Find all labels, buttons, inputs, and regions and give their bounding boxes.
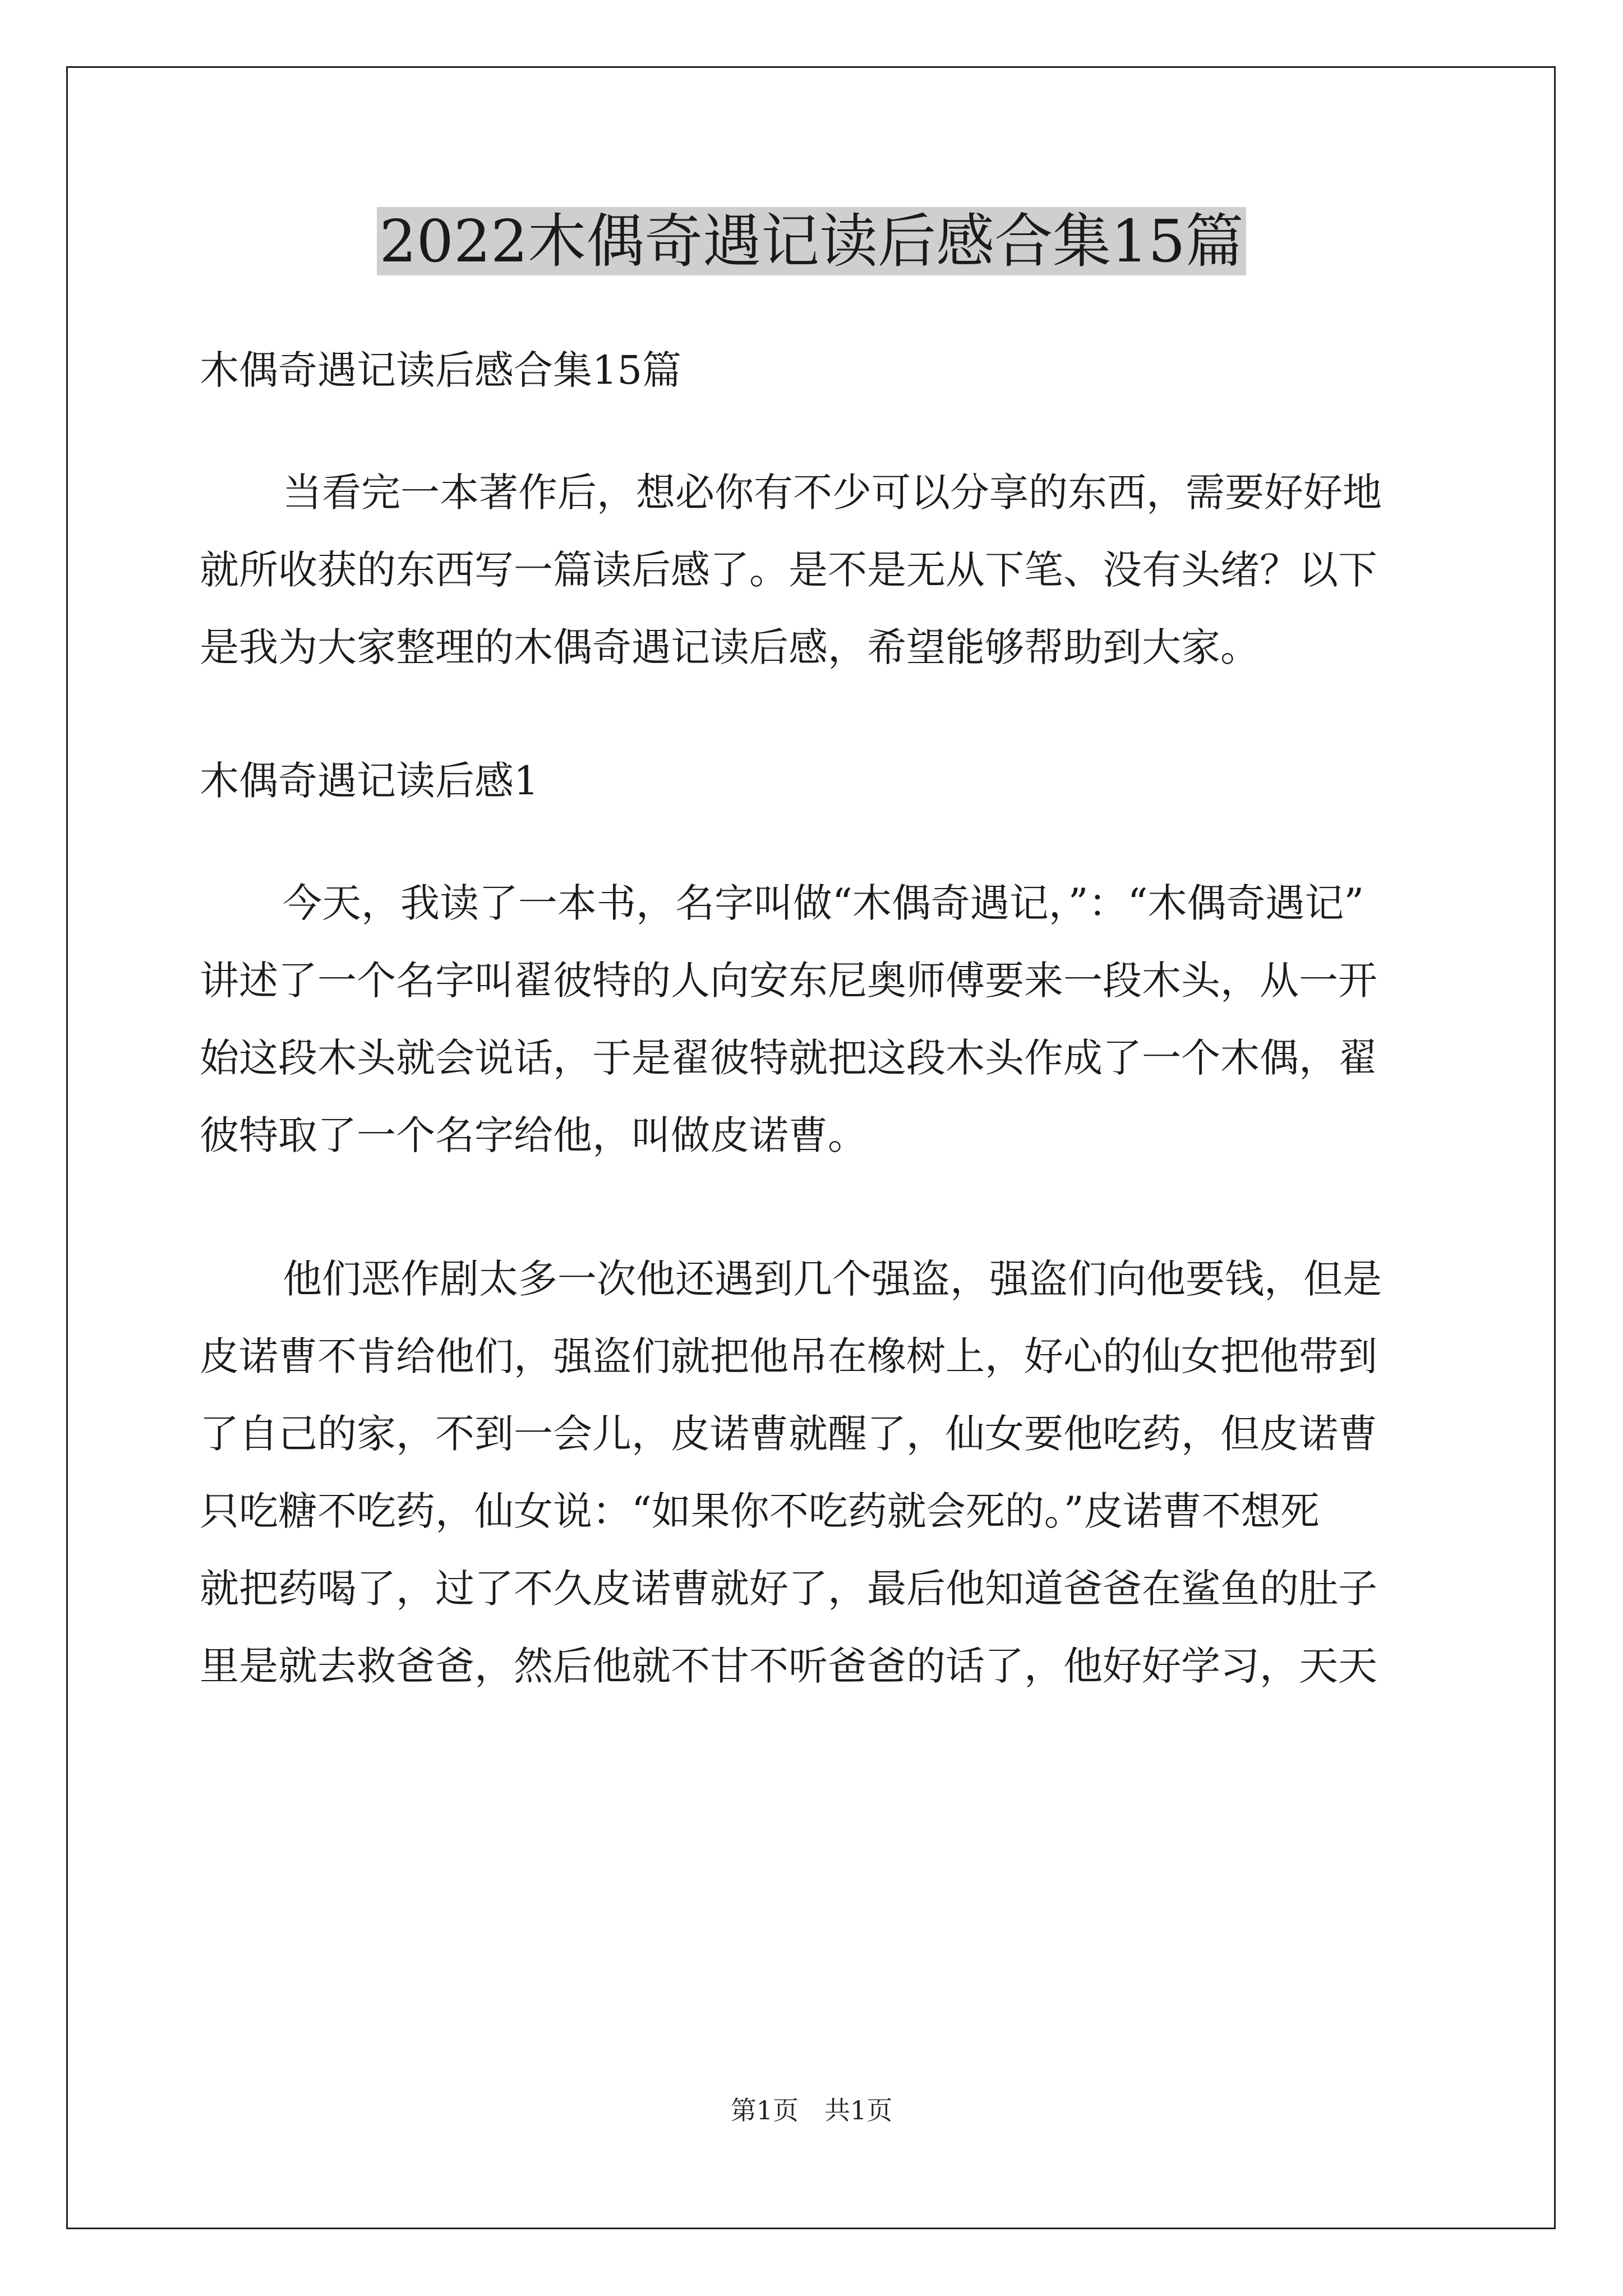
intro-paragraph bbox=[200, 443, 1433, 697]
page-footer: 第1页 共1页 bbox=[730, 2095, 893, 2125]
paragraph-line: 了自己的家，不到一会儿，皮诺曹就醒了，仙女要他吃药，但皮诺曹 bbox=[200, 1411, 1377, 1457]
paragraph-line: 里是就去救爸爸，然后他就不甘不听爸爸的话了，他好好学习，天天 bbox=[200, 1643, 1377, 1689]
intro-line: 当看完一本著作后，想必你有不少可以分享的东西，需要好好地 bbox=[283, 470, 1382, 516]
body-paragraph-2 bbox=[200, 1230, 1433, 1715]
paragraph-line: 就把药喝了，过了不久皮诺曹就好了，最后他知道爸爸在鲨鱼的肚子 bbox=[200, 1566, 1377, 1612]
paragraph-line: 今天，我读了一本书，名字叫做“木偶奇遇记，”：“木偶奇遇记” bbox=[283, 880, 1364, 926]
document-body bbox=[200, 342, 1433, 1760]
document-title bbox=[0, 202, 1623, 280]
document-title-text: 2022木偶奇遇记读后感合集15篇 bbox=[377, 207, 1246, 275]
paragraph-line: 彼特取了一个名字给他，叫做皮诺曹。 bbox=[200, 1112, 867, 1158]
paragraph-line: 他们恶作剧太多一次他还遇到几个强盗，强盗们向他要钱，但是 bbox=[283, 1256, 1382, 1302]
intro-line: 是我为大家整理的木偶奇遇记读后感，希望能够帮助到大家。 bbox=[200, 624, 1260, 670]
paragraph-line: 讲述了一个名字叫翟彼特的人向安东尼奥师傅要来一段木头，从一开 bbox=[200, 958, 1377, 1004]
document-subtitle: 木偶奇遇记读后感合集15篇 bbox=[200, 347, 682, 393]
paragraph-line: 只吃糖不吃药，仙女说：“如果你不吃药就会死的。”皮诺曹不想死 bbox=[200, 1488, 1320, 1534]
intro-line: 就所收获的东西写一篇读后感了。是不是无从下笔、没有头绪？以下 bbox=[200, 547, 1377, 593]
section-heading: 木偶奇遇记读后感1 bbox=[200, 758, 539, 804]
body-paragraph-1 bbox=[200, 854, 1433, 1185]
paragraph-line: 皮诺曹不肯给他们，强盗们就把他吊在橡树上，好心的仙女把他带到 bbox=[200, 1333, 1377, 1379]
paragraph-line: 始这段木头就会说话，于是翟彼特就把这段木头作成了一个木偶，翟 bbox=[200, 1035, 1377, 1081]
